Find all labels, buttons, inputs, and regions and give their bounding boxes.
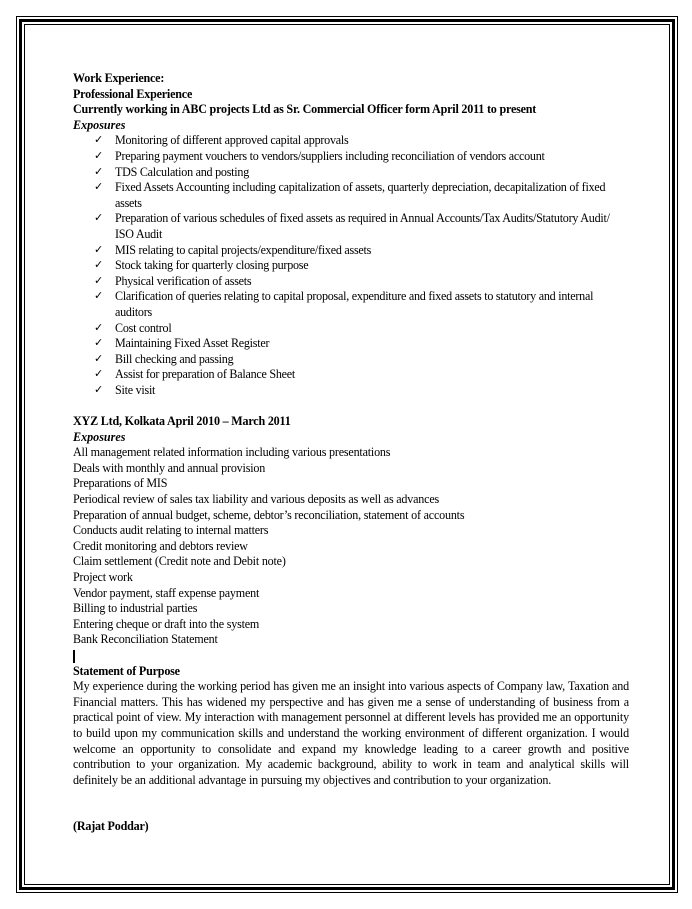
list-item: ✓ Clarification of queries relating to capital proposal, expenditure and fixed assets to statutory and internal auditors — [94, 289, 594, 319]
list-item: ✓ Monitoring of different approved capital approvals — [94, 133, 349, 148]
list-item: Preparations of MIS — [73, 476, 168, 491]
list-item: Credit monitoring and debtors review — [73, 538, 248, 553]
list-item: ✓ Assist for preparation of Balance Sheet — [94, 367, 295, 382]
statement-of-purpose-text: My experience during the working period has given me an insight into various aspects of Company law, Taxation and Financial matters. This has widened my perspective and has given me a sense of understanding of business from a practical point of view. My interaction with management personnel at different levels has provided me an opportunity to build upon my communication skills and understand the working environment of different organization. I would welcome an opportunity to consolidate and expand my knowledge leading to a career growth and positive contribution to your organization. My academic background, ability to work in team and analytical skills will definitely be an additional advantage in pursuing my objectives and contribution to your organization. — [73, 679, 629, 787]
list-item: Vendor payment, staff expense payment — [73, 585, 260, 600]
text-cursor-line[interactable] — [73, 648, 629, 664]
list-item: ✓ Physical verification of assets — [94, 273, 252, 288]
list-item: ✓ Preparing payment vouchers to vendors/suppliers including reconciliation of vendors account — [94, 148, 545, 163]
list-item: Periodical review of sales tax liability and various deposits as well as advances — [73, 492, 439, 507]
spacer — [73, 398, 629, 414]
checkmark-icon: ✓ — [94, 337, 103, 350]
work-experience-heading: Work Experience: — [73, 71, 165, 85]
checkmark-icon: ✓ — [94, 165, 103, 178]
statement-of-purpose-heading: Statement of Purpose — [73, 663, 180, 678]
list-item: Deals with monthly and annual provision — [73, 460, 266, 475]
list-item: Billing to industrial parties — [73, 601, 198, 616]
list-item: ✓ MIS relating to capital projects/expenditure/fixed assets — [94, 242, 372, 257]
checkmark-icon: ✓ — [94, 134, 103, 147]
list-item: ✓ Cost control — [94, 320, 172, 335]
list-item: Claim settlement (Credit note and Debit note) — [73, 554, 286, 569]
checkmark-icon: ✓ — [94, 321, 103, 334]
list-item: ✓ Maintaining Fixed Asset Register — [94, 336, 270, 351]
list-item: ✓ Site visit — [94, 382, 156, 397]
job1-exposures-label: Exposures — [73, 117, 126, 132]
list-item: Project work — [73, 570, 133, 584]
list-item: ✓ Preparation of various schedules of fixed assets as required in Annual Accounts/Tax Audits/Statutory Audit/ ISO Audit — [94, 211, 610, 241]
checkmark-icon: ✓ — [94, 383, 103, 396]
signature: (Rajat Poddar) — [73, 819, 149, 834]
job2-exposure-list — [73, 445, 629, 648]
checkmark-icon: ✓ — [94, 290, 103, 303]
list-item: ✓ Bill checking and passing — [94, 351, 234, 366]
checkmark-icon: ✓ — [94, 368, 103, 381]
checkmark-icon: ✓ — [94, 274, 103, 287]
list-item: Bank Reconciliation Statement — [73, 632, 218, 647]
list-item: ✓ Stock taking for quarterly closing purpose — [94, 258, 309, 273]
document-body — [73, 71, 629, 835]
job2-title: XYZ Ltd, Kolkata April 2010 – March 2011 — [73, 414, 291, 429]
list-item: Conducts audit relating to internal matters — [73, 523, 269, 538]
checkmark-icon: ✓ — [94, 212, 103, 225]
list-item: All management related information including various presentations — [73, 445, 391, 460]
professional-experience-heading: Professional Experience — [73, 86, 193, 101]
checkmark-icon: ✓ — [94, 181, 103, 194]
job1-title: Currently working in ABC projects Ltd as Sr. Commercial Officer form April 2011 to present — [73, 102, 537, 117]
checkmark-icon: ✓ — [94, 259, 103, 272]
job2-exposures-label: Exposures — [73, 429, 126, 444]
checkmark-icon: ✓ — [94, 149, 103, 162]
list-item: ✓ Fixed Assets Accounting including capitalization of assets, quarterly depreciation, decapitalization of fixed assets — [94, 180, 606, 210]
job1-exposure-list — [73, 133, 629, 398]
list-item: ✓ TDS Calculation and posting — [94, 164, 249, 179]
list-item: Entering cheque or draft into the system — [73, 616, 260, 631]
checkmark-icon: ✓ — [94, 243, 103, 256]
list-item: Preparation of annual budget, scheme, debtor’s reconciliation, statement of accounts — [73, 507, 465, 522]
text-cursor — [73, 650, 75, 663]
checkmark-icon: ✓ — [94, 352, 103, 365]
